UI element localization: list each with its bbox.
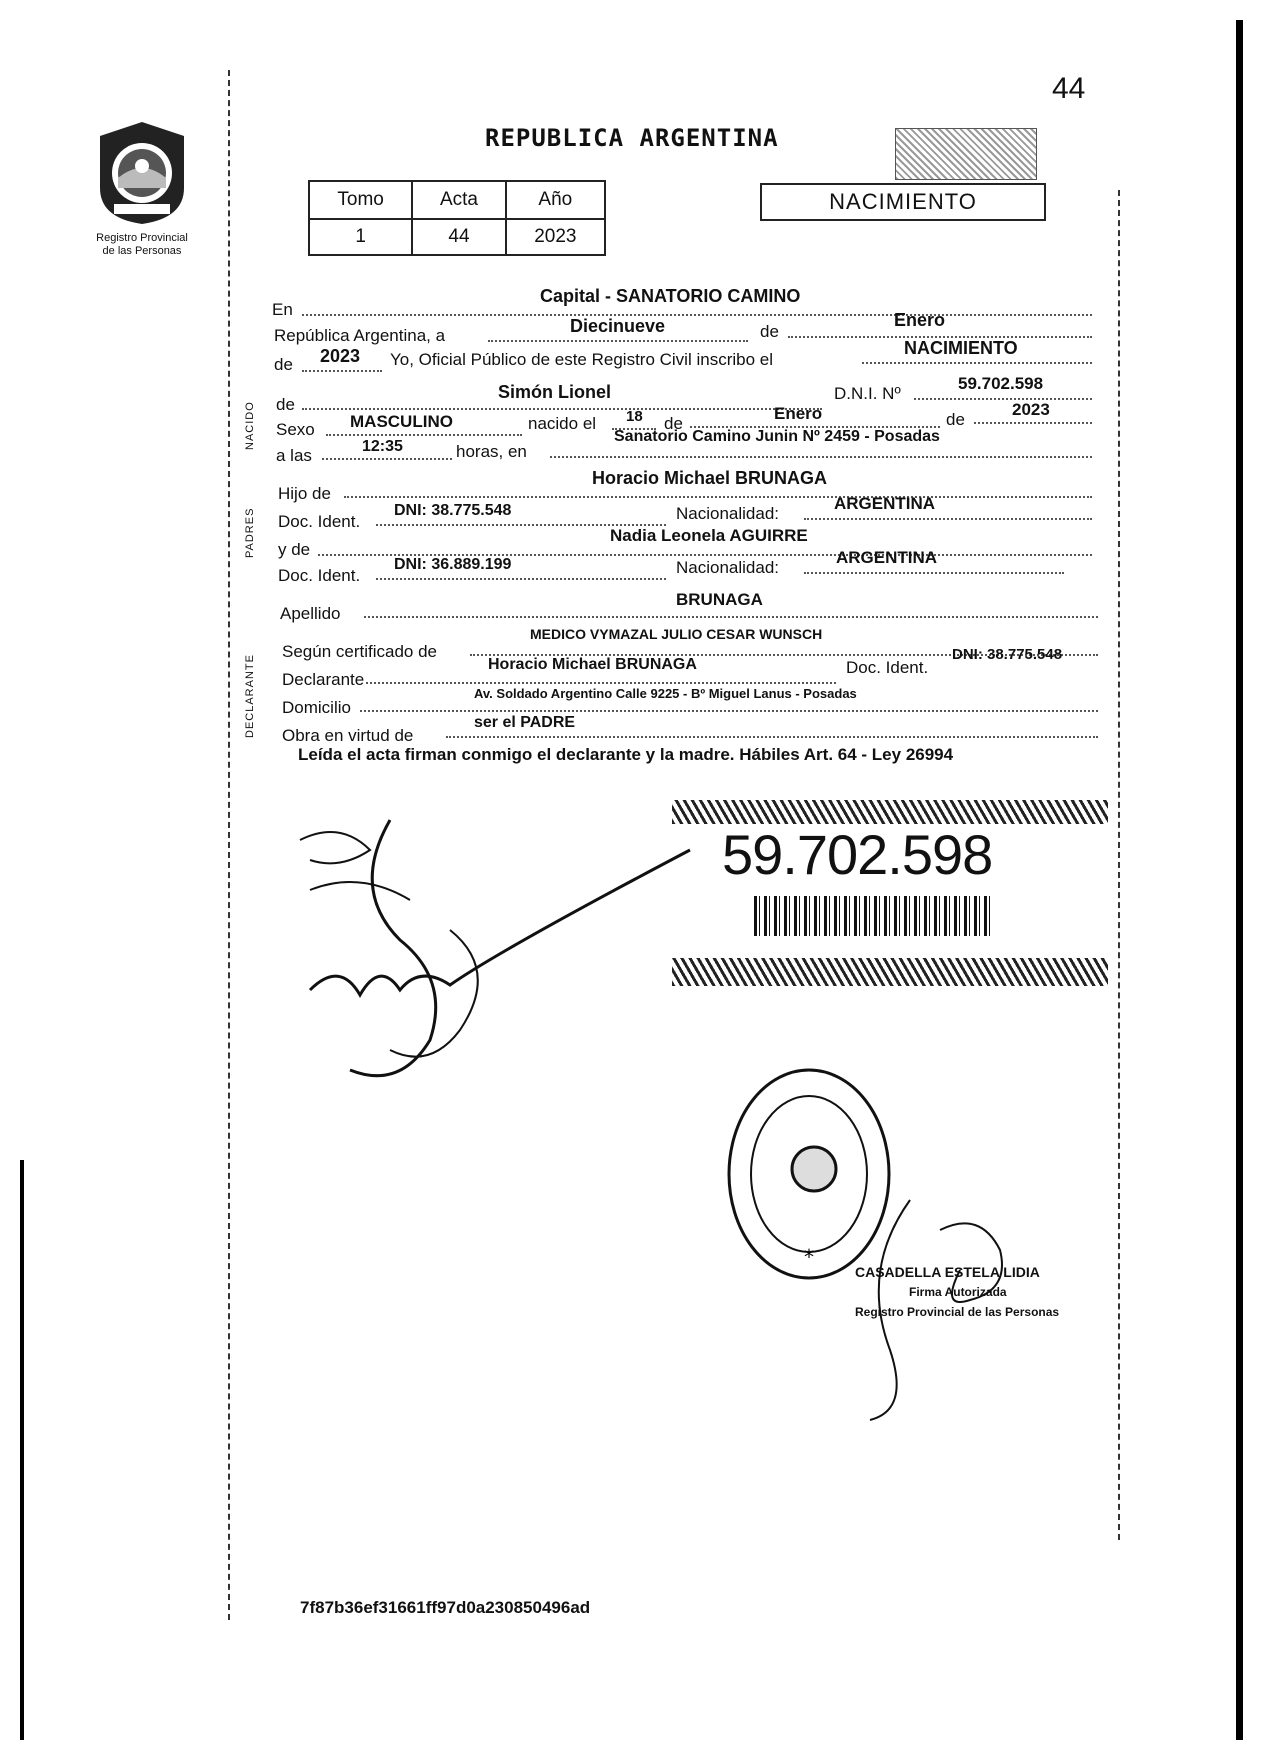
label-nacionalidad2: Nacionalidad: bbox=[676, 558, 780, 577]
document-hash: 7f87b36ef31661ff97d0a230850496ad bbox=[300, 1598, 591, 1617]
value-lugar-nac: Sanatorio Camino Junin Nº 2459 - Posadas bbox=[614, 428, 940, 445]
barcode-pattern-top bbox=[672, 800, 1108, 824]
label-doc-ident2: Doc. Ident. bbox=[278, 566, 361, 585]
line-padre bbox=[344, 496, 1092, 498]
line-obra bbox=[446, 736, 1098, 738]
label-dni: D.N.I. Nº bbox=[834, 384, 901, 403]
value-dia-nac: 18 bbox=[626, 408, 643, 425]
line-acto bbox=[862, 362, 1092, 364]
value-acto: NACIMIENTO bbox=[904, 338, 1018, 358]
label-republica: República Argentina, a bbox=[274, 326, 446, 345]
label-sexo: Sexo bbox=[276, 420, 315, 439]
value-lugar: Capital - SANATORIO CAMINO bbox=[540, 286, 801, 306]
side-label-padres: PADRES bbox=[244, 507, 256, 558]
value-padre: Horacio Michael BRUNAGA bbox=[592, 468, 828, 488]
value-obra: ser el PADRE bbox=[474, 714, 576, 731]
label-declarante: Declarante bbox=[282, 670, 365, 689]
margin-line-left bbox=[228, 70, 230, 1620]
record-type-box: NACIMIENTO bbox=[760, 183, 1046, 221]
label-en: En bbox=[272, 300, 293, 319]
signer-name: CASADELLA ESTELA LIDIA bbox=[855, 1264, 1040, 1280]
line-anio-nac bbox=[974, 422, 1092, 424]
signer-org: Registro Provincial de las Personas bbox=[855, 1305, 1060, 1319]
label-obra: Obra en virtud de bbox=[282, 726, 414, 745]
line-lugar-nac bbox=[550, 456, 1092, 458]
barcode-bars bbox=[754, 896, 994, 936]
label-de-nombre: de bbox=[276, 395, 295, 414]
barcode-label bbox=[672, 800, 1108, 1000]
label-y-de: y de bbox=[278, 540, 311, 559]
value-mes-nac: Enero bbox=[774, 404, 823, 423]
signer-block bbox=[855, 1262, 1059, 1322]
signature-note: Leída el acta firman conmigo el declarante y la madre. Hábiles Art. 64 - Ley 26994 bbox=[298, 745, 954, 764]
label-de-mes: de bbox=[760, 322, 779, 341]
label-doc-ident: Doc. Ident. bbox=[278, 512, 361, 531]
line-dia bbox=[488, 340, 748, 342]
acta-value: 44 bbox=[412, 219, 505, 255]
margin-line-right bbox=[1118, 190, 1120, 1540]
label-nacido-el: nacido el bbox=[528, 414, 597, 433]
line-madre-nac bbox=[804, 572, 1064, 574]
line-hora bbox=[322, 458, 452, 460]
line-nombre bbox=[302, 408, 822, 410]
value-madre-nac: ARGENTINA bbox=[836, 548, 938, 567]
acta-table-values bbox=[309, 219, 605, 255]
logo-caption bbox=[72, 232, 212, 258]
signer-role: Firma Autorizada bbox=[909, 1285, 1007, 1299]
value-anio: 2023 bbox=[320, 346, 361, 366]
value-padre-doc: DNI: 38.775.548 bbox=[394, 502, 512, 519]
logo-caption-line1: Registro Provincial bbox=[96, 232, 188, 244]
page-number: 44 bbox=[1052, 72, 1086, 105]
value-domicilio: Av. Soldado Argentino Calle 9225 - Bº Miguel Lanus - Posadas bbox=[474, 686, 857, 701]
label-nacionalidad: Nacionalidad: bbox=[676, 504, 780, 523]
line-apellido bbox=[364, 616, 1098, 618]
scan-edge-right bbox=[1236, 20, 1243, 1740]
anio-header: Año bbox=[506, 181, 605, 219]
label-domicilio: Domicilio bbox=[282, 698, 351, 717]
label-segun-cert: Según certificado de bbox=[282, 642, 437, 661]
label-yo-oficial: Yo, Oficial Público de este Registro Civil inscribo el bbox=[390, 350, 773, 369]
embossed-stamp bbox=[895, 128, 1037, 180]
tomo-header: Tomo bbox=[309, 181, 412, 219]
value-madre: Nadia Leonela AGUIRRE bbox=[610, 526, 808, 545]
barcode-number: 59.702.598 bbox=[722, 823, 993, 886]
line-declarante bbox=[366, 682, 836, 684]
document-title: REPUBLICA ARGENTINA bbox=[485, 124, 779, 152]
barcode-pattern-bottom bbox=[672, 958, 1108, 986]
anio-value: 2023 bbox=[506, 219, 605, 255]
value-declarante-doc: DNI: 38.775.548 bbox=[952, 646, 1063, 663]
label-hijo-de: Hijo de bbox=[278, 484, 331, 503]
line-anio bbox=[302, 370, 382, 372]
province-logo bbox=[92, 118, 192, 228]
line-madre-doc bbox=[376, 578, 666, 580]
side-label-nacido: NACIDO bbox=[244, 401, 256, 450]
value-sexo: MASCULINO bbox=[350, 412, 453, 431]
acta-header: Acta bbox=[412, 181, 505, 219]
side-label-declarante: DECLARANTE bbox=[244, 654, 256, 738]
acta-table-header bbox=[309, 181, 605, 219]
label-a-las: a las bbox=[276, 446, 312, 465]
label-apellido: Apellido bbox=[280, 604, 341, 623]
value-madre-doc: DNI: 36.889.199 bbox=[394, 556, 512, 573]
line-en bbox=[302, 314, 1092, 316]
value-apellido: BRUNAGA bbox=[676, 590, 763, 609]
svg-text:*: * bbox=[804, 1245, 814, 1269]
label-doc-ident3: Doc. Ident. bbox=[846, 658, 929, 677]
logo-caption-line2: de las Personas bbox=[102, 245, 182, 257]
scan-edge-left bbox=[20, 1160, 24, 1740]
line-sexo bbox=[326, 434, 522, 436]
label-de-anio: de bbox=[274, 355, 293, 374]
line-padre-nac bbox=[804, 518, 1092, 520]
value-declarante: Horacio Michael BRUNAGA bbox=[488, 656, 697, 673]
tomo-value: 1 bbox=[309, 219, 412, 255]
value-nombre: Simón Lionel bbox=[498, 382, 612, 402]
value-dia-letras: Diecinueve bbox=[570, 316, 666, 336]
value-certificado: MEDICO VYMAZAL JULIO CESAR WUNSCH bbox=[530, 626, 823, 642]
value-padre-nac: ARGENTINA bbox=[834, 494, 936, 513]
line-domicilio bbox=[360, 710, 1098, 712]
line-dni bbox=[914, 398, 1092, 400]
label-horas-en: horas, en bbox=[456, 442, 527, 461]
label-de-year: de bbox=[946, 410, 965, 429]
value-anio-nac: 2023 bbox=[1012, 400, 1050, 419]
value-mes: Enero bbox=[894, 310, 946, 330]
label-de-dia: de bbox=[664, 414, 683, 433]
misiones-crest-icon bbox=[92, 118, 192, 228]
acta-table bbox=[308, 180, 606, 256]
value-hora: 12:35 bbox=[362, 438, 403, 455]
value-dni: 59.702.598 bbox=[958, 374, 1044, 393]
declarant-signature-icon bbox=[280, 800, 700, 1100]
